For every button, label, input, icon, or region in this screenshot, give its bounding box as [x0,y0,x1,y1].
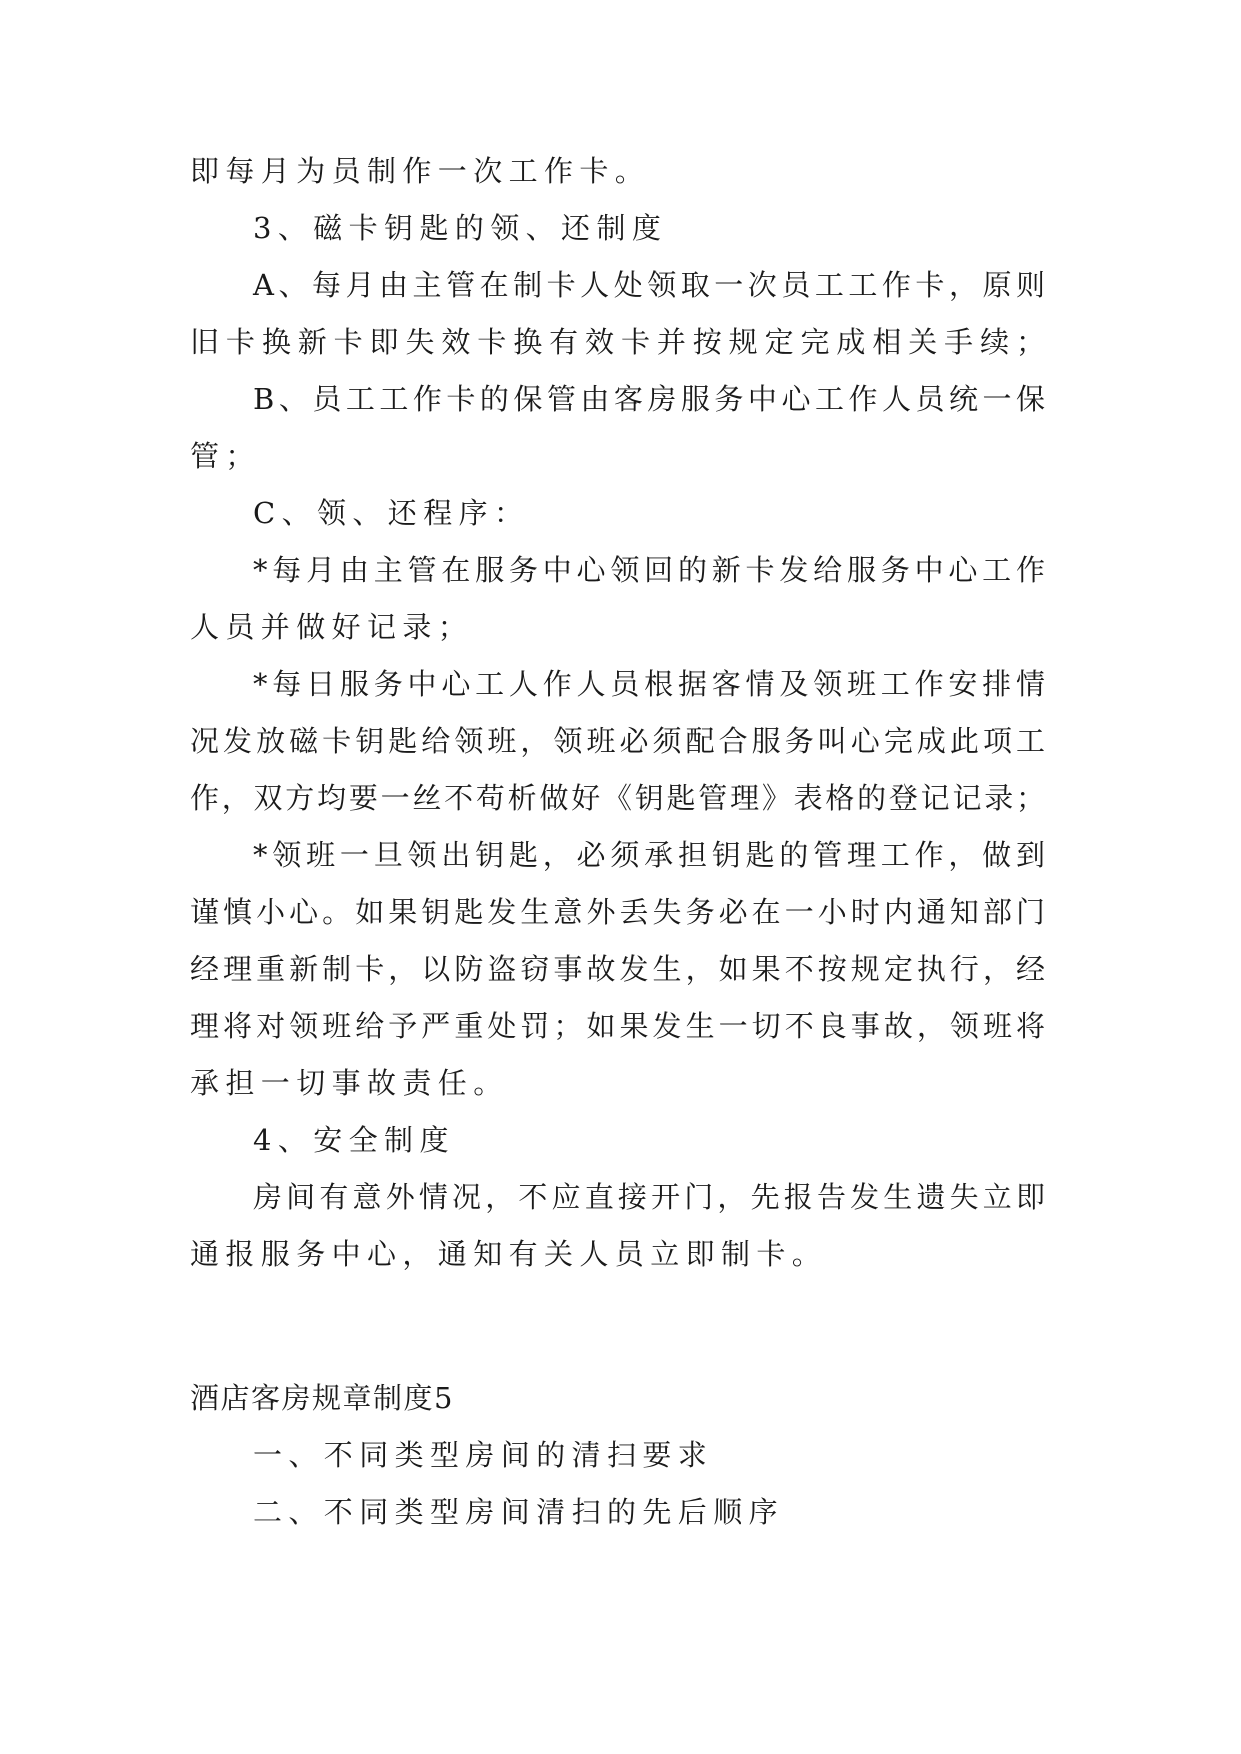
text-line: 经理重新制卡，以防盗窃事故发生，如果不按规定执行，经 [190,952,1045,986]
text-line: A、每月由主管在制卡人处领取一次员工工作卡，原则 [253,268,1045,302]
text-line: 况发放磁卡钥匙给领班，领班必须配合服务叫心完成此项工 [190,724,1045,758]
text-line: 通报服务中心，通知有关人员立即制卡。 [190,1237,828,1271]
text-line: 一、不同类型房间的清扫要求 [253,1438,714,1472]
text-line: 旧卡换新卡即失效卡换有效卡并按规定完成相关手续； [190,325,1045,359]
text-line: 即每月为员制作一次工作卡。 [190,154,651,188]
text-line: *每月由主管在服务中心领回的新卡发给服务中心工作 [253,553,1045,587]
section-heading: 酒店客房规章制度5 [190,1381,454,1415]
text-line: *领班一旦领出钥匙，必须承担钥匙的管理工作，做到 [253,838,1045,872]
text-line: C、领、还程序： [253,496,530,530]
text-line: 承担一切事故责任。 [190,1066,509,1100]
text-line: 人员并做好记录； [190,610,474,644]
text-line: *每日服务中心工人作人员根据客情及领班工作安排情 [253,667,1045,701]
text-line: 谨慎小心。如果钥匙发生意外丢失务必在一小时内通知部门 [190,895,1045,929]
text-line: 二、不同类型房间清扫的先后顺序 [253,1495,785,1529]
text-line: 3、磁卡钥匙的领、还制度 [253,211,668,245]
text-line: 理将对领班给予严重处罚；如果发生一切不良事故，领班将 [190,1009,1045,1043]
text-line: 作，双方均要一丝不苟析做好《钥匙管理》表格的登记记录； [190,781,1045,815]
text-line: 管； [190,439,261,473]
text-line: 房间有意外情况，不应直接开门，先报告发生遗失立即 [253,1180,1045,1214]
text-line: 4、安全制度 [253,1123,455,1157]
text-line: B、员工工作卡的保管由客房服务中心工作人员统一保 [253,382,1045,416]
